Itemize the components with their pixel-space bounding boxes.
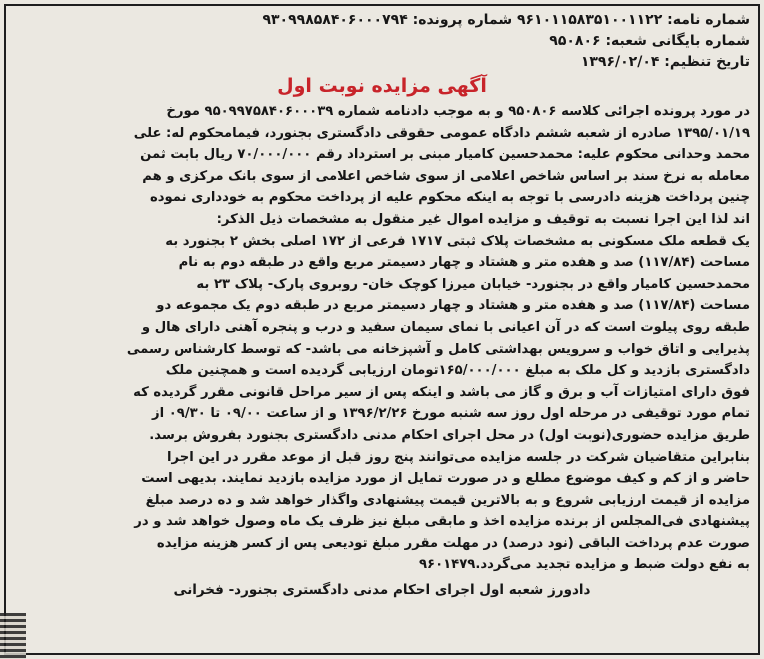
notice-header (14, 10, 750, 73)
notice-body (14, 101, 750, 576)
body-line: بنابراین متقاضیان شرکت در جلسه مزایده می‌توانند پنج روز قبل از موعد مقرر در این اجرا (167, 449, 750, 465)
body-line: پذیرایی و اتاق خواب و سرویس بهداشتی کامل و آشپزخانه می باشد- که توسط کارشناس رسمی (126, 341, 750, 357)
body-line: طریق مزایده حضوری(نوبت اول) در محل اجرای احکام مدنی دادگستری بجنورد بفروش برسد. (149, 427, 750, 443)
body-line: در مورد پرونده اجرائی کلاسه ۹۵۰۸۰۶ و به موجب دادنامه شماره ۹۵۰۹۹۷۵۸۴۰۶۰۰۰۳۹ مورخ (166, 104, 750, 119)
body-line: ۱۳۹۵/۰۱/۱۹ صادره از شعبه ششم دادگاه عمومی حقوقی دادگستری بجنورد، فیمامحکوم له: علی (133, 125, 750, 141)
page-edge-stripes (0, 613, 26, 659)
body-line: محمدحسین کامیار واقع در بجنورد- خیابان میرزا کوچک خان- روبروی پارک- پلاک ۲۳ به (196, 276, 750, 292)
body-line: اند لذا این اجرا نسبت به توقیف و مزایده اموال غیر منقول به مشخصات ذیل الذکر: (216, 211, 750, 227)
body-line: به نفع دولت ضبط و مزایده تجدید می‌گردد.۹۶۰۱۴۷۹ (418, 557, 750, 573)
body-line: تمام مورد توقیفی در مرحله اول روز سه شنبه مورخ ۱۳۹۶/۲/۲۶ و از ساعت ۰۹/۰۰ تا ۰۹/۳۰ از (152, 406, 750, 422)
notice-title: آگهی مزایده نوبت اول (277, 75, 487, 97)
body-line: چنین پرداخت هزینه دادرسی با توجه به اینکه محکوم علیه از پرداخت محکوم به خودداری نموده (149, 190, 750, 206)
body-line: مزایده از قیمت ارزیابی شروع و به بالاترین قیمت پیشنهادی واگذار خواهد شد و ده درصد مبلغ (145, 492, 750, 508)
notice-signature: دادورز شعبه اول اجرای احکام مدنی دادگستری بجنورد- فخرانی (173, 582, 591, 599)
body-line: طبقه روی پیلوت است که در آن اعیانی با نمای سیمان سفید و درب و پنجره آهنی دارای هال و (141, 319, 750, 335)
body-line: یک قطعه ملک مسکونی به مشخصات پلاک ثبتی ۱۷۱۷ فرعی از ۱۷۲ اصلی بخش ۲ بجنورد به (165, 233, 750, 249)
body-line: دادگستری بازدید و کل ملک به مبلغ ۱۶۵/۰۰۰/۰۰۰تومان ارزیابی گردیده است و همچنین ملک (165, 363, 750, 379)
body-line: پیشنهادی فی‌المجلس از برنده مزایده اخذ و مابقی مبلغ نیز ظرف یک ماه وصول خواهد شد و در (134, 514, 750, 530)
body-line: حاضر و از کم و کیف موضوع مطلع و در صورت تمایل از مورد مزایده بازدید نمایند. بدیهی است (141, 471, 750, 487)
body-line: محمد وحدانی محکوم علیه: محمدحسین کامیار مبنی بر استرداد رقم ۷۰/۰۰۰/۰۰۰ ریال بابت ثمن (140, 147, 750, 163)
issue-date: تاریخ تنظیم: ۱۳۹۶/۰۲/۰۴ (580, 54, 750, 70)
letter-number: شماره نامه: ۹۶۱۰۱۱۵۸۳۵۱۰۰۱۱۲۲ شماره پرونده: ۹۳۰۹۹۸۵۸۴۰۶۰۰۰۷۹۴ (262, 12, 750, 28)
body-line: معامله به نرخ سند بر اساس شاخص اعلامی از سوی شاخص اعلامی از سوی بانک مرکزی و هم (142, 168, 750, 184)
body-line: مساحت (۱۱۷/۸۴) صد و هفده متر و هشتاد و چهار دسیمتر مربع واقع در طبقه دوم به نام (178, 255, 750, 271)
body-line: مساحت (۱۱۷/۸۴) صد و هفده متر و هشتاد و چهار دسیمتر مربع در طبقه دوم یک مجموعه دو (156, 298, 750, 314)
body-line: صورت عدم پرداخت الباقی (نود درصد) در مهلت مقرر مبلغ تودیعی پس از کسر هزینه مزایده (156, 535, 750, 551)
body-line: فوق دارای امتیازات آب و برق و گاز می باشد و اینکه پس از سیر مراحل قانونی مقرر گردیده که (133, 384, 750, 400)
archive-number: شماره بایگانی شعبه: ۹۵۰۸۰۶ (549, 33, 750, 49)
